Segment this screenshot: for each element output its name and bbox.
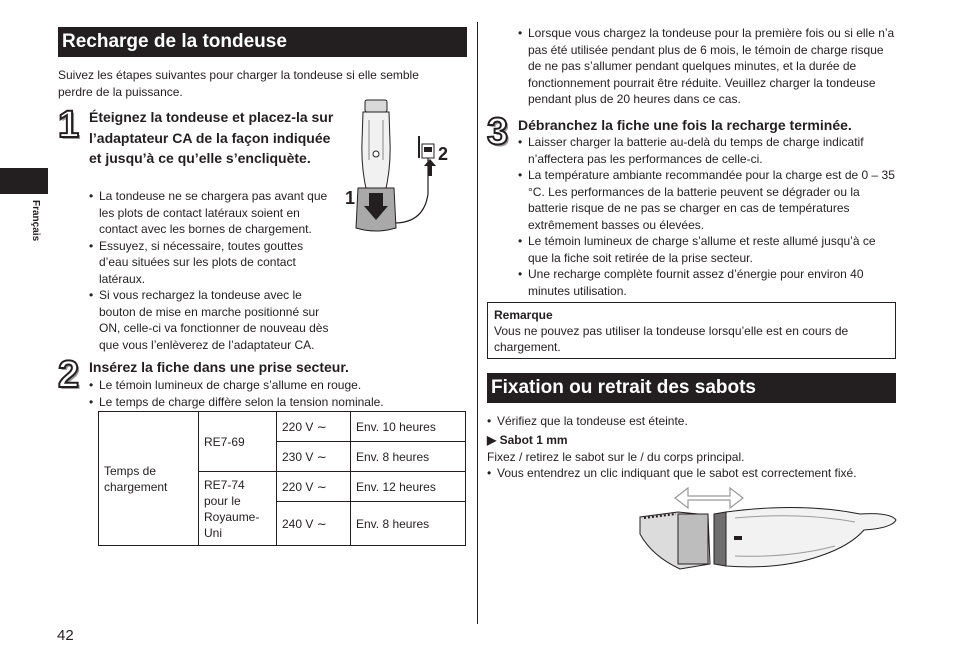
note-box <box>487 302 896 359</box>
comb-instruction: Fixez / retirez le sabot sur le / du corps principal. <box>487 450 745 464</box>
table-voltage: 220 V ∼ <box>277 412 351 442</box>
step-1-bullets <box>89 188 334 353</box>
charging-time-table <box>98 411 466 546</box>
step-1-heading: Éteignez la tondeuse et placez-la sur l’adaptateur CA de la façon indiquée et jusqu’à ce qu’elle s’encliquète. <box>89 109 334 166</box>
table-time: Env. 12 heures <box>351 472 466 502</box>
figure-label-1: 1 <box>345 188 356 208</box>
step-3-bullet: • Le témoin lumineux de charge s’allume et reste allumé jusqu’à ce que la fiche soit retirée de la prise secteur. <box>518 233 898 266</box>
language-tab <box>0 168 48 194</box>
right-top-bullet: • Lorsque vous chargez la tondeuse pour la première fois ou si elle n’a pas été utilisée pendant plus de 6 mois, le témoin de charge risque de ne pas s’allumer pendant quelques minutes, et la durée de fonctionnement pourrait être réduite. Veuillez charger la tondeuse pendant plus de 20 heures dans ce cas. <box>518 25 898 108</box>
section2-bullet-1-list <box>487 413 887 430</box>
note-title: Remarque <box>494 308 553 322</box>
table-voltage: 240 V ∼ <box>277 502 351 546</box>
ac-symbol-icon: ∼ <box>316 516 327 531</box>
section-title-combs: Fixation ou retrait des sabots <box>487 373 896 403</box>
step-2-number: 2 <box>58 354 80 396</box>
table-voltage: 220 V ∼ <box>277 472 351 502</box>
ac-symbol-icon: ∼ <box>316 449 327 464</box>
step-2-bullet: • Le temps de charge diffère selon la tension nominale. <box>89 394 464 411</box>
step-3-bullets <box>518 134 898 299</box>
step-1-bullet: • La tondeuse ne se chargera pas avant que les plots de contact latéraux soient en contact avec les bornes de chargement. <box>89 188 334 238</box>
trimmer-charging-illustration <box>338 98 458 238</box>
step-1-bullet: • Si vous rechargez la tondeuse avec le bouton de mise en marche positionné sur ON, celle-ci va fonctionner de nouveau dès que vous l’enlèverez de l’adaptateur CA. <box>89 287 334 353</box>
section-title-charging: Recharge de la tondeuse <box>58 27 467 57</box>
table-voltage: 230 V ∼ <box>277 442 351 472</box>
note-text: Vous ne pouvez pas utiliser la tondeuse lorsqu’elle est en cours de chargement. <box>494 324 849 354</box>
section2-bullet-2-list <box>487 465 887 482</box>
step-3-bullet: • Laisser charger la batterie au-delà du temps de charge indicatif n’affectera pas les performances de celle-ci. <box>518 134 898 167</box>
table-model: RE7-69 <box>199 412 277 472</box>
step-1-number: 1 <box>58 104 80 146</box>
step-3-number: 3 <box>487 111 509 153</box>
page-number: 42 <box>57 627 74 644</box>
step-1-bullet: • Essuyez, si nécessaire, toutes gouttes d’eau situées sur les plots de contact latéraux. <box>89 238 334 288</box>
comb-attachment-illustration <box>630 484 900 579</box>
intro-text: Suivez les étapes suivantes pour charger la tondeuse si elle semble perdre de la puissance. <box>58 68 419 99</box>
right-top-bullets <box>518 25 898 108</box>
language-label: Français <box>30 200 41 242</box>
step-3-heading: Débranchez la fiche une fois la recharge terminée. <box>518 117 852 133</box>
table-time: Env. 8 heures <box>351 502 466 546</box>
figure-label-2: 2 <box>438 144 449 164</box>
step-2-bullets <box>89 377 464 410</box>
table-row-header: Temps de chargement <box>99 412 199 546</box>
section2-bullet: • Vérifiez que la tondeuse est éteinte. <box>487 413 887 430</box>
table-time: Env. 8 heures <box>351 442 466 472</box>
section2-bullet: • Vous entendrez un clic indiquant que le sabot est correctement fixé. <box>487 465 887 482</box>
table-model: RE7-74 pour le Royaume-Uni <box>199 472 277 546</box>
step-3-bullet: • La température ambiante recommandée pour la charge est de 0 – 35 °C. Les performances de la batterie peuvent se dégrader ou la batterie risque de ne pas se charger en cas de températures extrêmement basses ou élevées. <box>518 167 898 233</box>
ac-symbol-icon: ∼ <box>316 419 327 434</box>
step-3-bullet: • Une recharge complète fournit assez d’énergie pour environ 40 minutes utilisation. <box>518 266 898 299</box>
ac-symbol-icon: ∼ <box>316 479 327 494</box>
step-2-heading: Insérez la fiche dans une prise secteur. <box>89 359 349 375</box>
step-2-bullet: • Le témoin lumineux de charge s’allume en rouge. <box>89 377 464 394</box>
table-time: Env. 10 heures <box>351 412 466 442</box>
column-divider <box>477 22 478 624</box>
comb-subheading: ▶ Sabot 1 mm <box>487 433 568 447</box>
